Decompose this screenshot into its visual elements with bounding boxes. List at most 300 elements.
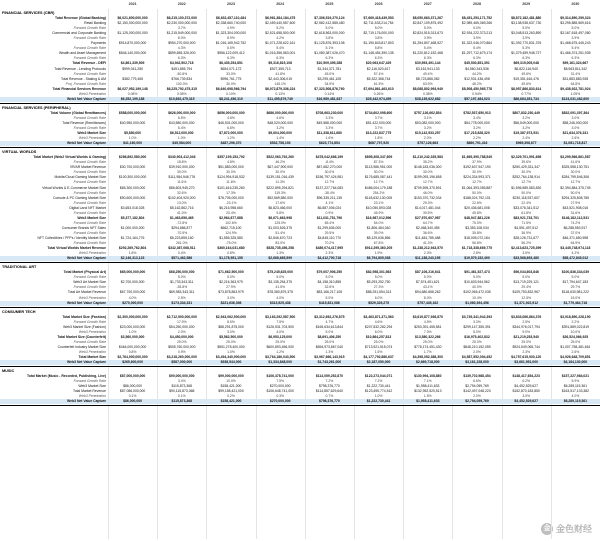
row-label: Total Revenue - Lending Protocols — [54, 66, 106, 71]
table-cell: $912,295,360,205 — [364, 246, 393, 251]
row-label: Proj. Forward Growth Rate — [65, 81, 106, 86]
table-cell: $415,831,086 — [319, 300, 340, 305]
table-cell: 3.2% — [522, 115, 531, 120]
table-cell: 29.4% — [521, 285, 531, 290]
table-cell: $4,587,552,094,452 — [461, 355, 493, 359]
table-cell: 27.9% — [226, 285, 236, 290]
table-cell: 6.3% — [177, 56, 186, 61]
row-label: Web3 Market Size — [78, 384, 106, 389]
table-cell: $253,391,455,581 — [414, 324, 442, 329]
row-label: Forward Growth Rate — [73, 285, 106, 290]
table-cell: 3.3% — [325, 115, 334, 120]
table-cell: $9,604,000,000 — [268, 131, 292, 136]
table-cell: 12.7% — [521, 180, 531, 185]
table-cell: $1,254,807,468,527 — [412, 41, 443, 46]
table-cell: $1,178,951,155 — [219, 256, 243, 261]
table-cell: $2,989,465,369,266 — [461, 21, 493, 26]
table-cell: $656,000,000,000 — [217, 110, 245, 115]
table-cell: $969,398,677 — [515, 141, 537, 146]
table-cell: $86,684,351,734 — [513, 96, 539, 101]
table-cell: $153,370,732,034 — [414, 195, 442, 200]
table-cell: 29.5% — [324, 230, 335, 235]
table-cell: 56.8% — [472, 241, 482, 246]
table-cell: 27.9% — [570, 200, 581, 205]
table-cell: 3.8% — [374, 36, 383, 41]
table-cell: $25,442,974,459 — [365, 96, 392, 101]
table-cell: 5.3% — [522, 46, 531, 51]
table-cell: 25.0% — [226, 339, 236, 344]
table-cell: $158,421,000 — [220, 384, 242, 389]
table-cell: $75,245,625,000 — [267, 270, 293, 275]
table-cell: $3,161,941,133 — [415, 66, 440, 71]
table-cell: $340,903,412,046 — [168, 155, 196, 160]
table-cell: $3,295,885,569,616 — [560, 21, 591, 26]
table-cell: $6,512,000,000 — [169, 131, 194, 136]
table-cell: $4,591,497,512 — [514, 225, 538, 230]
table-cell: $157,227,984,021 — [561, 374, 590, 379]
table-cell: $6,640,698,566,794 — [215, 86, 247, 91]
table-row — [0, 399, 600, 404]
table-cell: $2,711,533,214,754 — [363, 21, 394, 26]
table-cell: 0.77% — [521, 91, 531, 96]
table-cell: $99,000,000,000 — [218, 374, 244, 379]
table-cell: 0.26% — [373, 91, 384, 96]
table-cell: 39.0% — [373, 230, 384, 235]
table-cell: 17.6% — [275, 200, 285, 205]
table-cell: 0.3% — [276, 394, 285, 399]
table-cell: $188,024,792,101 — [463, 195, 491, 200]
table-cell: 8.0% — [423, 295, 432, 300]
table-cell: $270,000,000 — [122, 300, 143, 305]
row-label: Forward Growth Rate — [73, 210, 106, 215]
table-cell: $14,017,481,044 — [415, 205, 441, 210]
table-cell: $2,468,340,455 — [415, 225, 440, 230]
table-cell: 25.0% — [472, 339, 482, 344]
row-label: Total Volume (Global Remittances) — [50, 110, 106, 115]
table-cell: $49,588,000,000 — [316, 120, 343, 125]
table-cell: 1.0% — [374, 394, 383, 399]
table-cell: $106,648,741,000 — [266, 389, 294, 394]
table-cell: 51.4% — [275, 230, 285, 235]
table-cell: $7,574,451,621 — [415, 280, 440, 285]
table-cell: $522,063,792,260 — [266, 155, 294, 160]
table-cell: 3.3% — [325, 126, 334, 130]
table-cell: 6.5% — [177, 115, 186, 120]
table-cell: $130,994,108,880 — [414, 374, 442, 379]
table-cell: $1,733,343,311 — [170, 280, 194, 285]
table-cell: 3.0% — [571, 126, 580, 130]
table-cell: 0.8% — [227, 251, 235, 256]
table-cell: 6.3% — [374, 56, 383, 61]
table-cell: 10.4% — [472, 295, 482, 300]
table-cell: $626,000,000,000 — [168, 110, 196, 115]
table-cell: $846,140,000,000 — [118, 51, 147, 56]
table-cell: 1.0% — [128, 329, 137, 334]
table-cell: $654,071,172 — [220, 66, 242, 71]
table-cell: $686,000,000,000 — [266, 110, 294, 115]
table-cell: $18,005,072,184 — [464, 236, 490, 240]
table-cell: 45.9% — [373, 210, 384, 215]
table-cell: 4.0% — [276, 295, 285, 300]
table-cell: $4,926,648,709,851 — [560, 355, 591, 359]
section-heading: FINANCIAL SERVICES (PERIPHERAL) — [2, 105, 71, 110]
table-cell: $3,764,186,043,500 — [265, 355, 296, 359]
table-cell: $158,421,000 — [220, 399, 242, 404]
row-label: Retail Banking — [84, 21, 106, 26]
table-cell: 35.8% — [472, 230, 482, 235]
table-cell: $2,338,660,740,000 — [215, 21, 247, 26]
table-cell: $43,580,000,000 — [169, 120, 195, 125]
table-cell: $587,000,000 — [171, 360, 193, 365]
table-cell: 31.4% — [570, 71, 581, 76]
table-cell: 1.5% — [374, 349, 383, 354]
table-cell: $10,603,944,562 — [464, 280, 490, 285]
table-cell: 3.1% — [423, 115, 432, 120]
table-cell: $1,064,393,055,887 — [461, 185, 493, 190]
table-cell: 3.9% — [473, 36, 481, 41]
row-label: Consumer Brands NFT Sales — [61, 225, 106, 230]
table-cell: 6.4% — [177, 126, 186, 130]
table-cell: $1,148,454,390,135 — [363, 51, 394, 56]
table-cell: 30.0% — [324, 170, 335, 175]
table-cell: $20,436,681,008 — [464, 205, 490, 210]
table-cell: $6,223,855,160 — [169, 236, 194, 240]
section-divider — [0, 405, 600, 406]
row-label: Forward Growth Rate — [73, 230, 106, 235]
table-cell: $96,335,211,135 — [316, 195, 342, 200]
table-cell: $382,779,465 — [122, 76, 143, 81]
row-label: Web3 Penetration — [78, 349, 106, 354]
table-cell: $87,106,216,641 — [415, 270, 441, 275]
table-cell: $8,241,456,310 — [219, 96, 243, 101]
row-label: Total Revenue - DEFI — [72, 61, 106, 66]
table-cell: $57,197,484,023 — [464, 96, 490, 101]
table-cell: 7.2% — [325, 379, 334, 384]
table-cell: $294,686,877 — [171, 225, 193, 230]
table-cell: $3,653,018,028 — [120, 205, 145, 210]
table-cell: 34.9% — [324, 81, 335, 86]
table-cell: 57.4% — [373, 71, 384, 76]
table-cell: $78,705,000,000 — [218, 195, 244, 200]
row-label: Web3 Net Value Capture — [67, 399, 106, 404]
table-row — [0, 301, 600, 306]
table-cell: $16,989,481,637 — [316, 96, 343, 101]
table-cell: $1,806,484,040 — [366, 225, 391, 230]
table-cell: 124.9% — [225, 230, 237, 235]
table-cell: 0.08% — [176, 91, 187, 96]
table-cell: 2.8% — [473, 251, 481, 256]
table-cell: $807,832,230,449 — [512, 110, 540, 115]
table-cell: 5.0% — [522, 26, 531, 31]
table-cell: $3,967,666,143,915 — [314, 355, 345, 359]
table-cell: $4,757,615,930,120 — [511, 355, 542, 359]
table-cell: $1,060,394,456 — [465, 300, 489, 305]
table-cell: 7.5% — [276, 319, 285, 324]
table-cell: 46.0% — [422, 190, 433, 195]
table-cell: $1,222,730,441 — [366, 384, 391, 389]
table-cell: $292,269,762,804 — [118, 246, 147, 251]
table-cell: 3.2% — [276, 126, 285, 130]
table-cell: 5.0% — [374, 26, 383, 31]
table-cell: 65.4% — [324, 220, 335, 225]
table-cell: $111,984,546,776 — [168, 175, 196, 180]
watermark-logo-icon: 金 — [541, 523, 553, 535]
table-cell: $199,093,196,658 — [414, 175, 442, 180]
table-cell: $250,429,331,347 — [512, 165, 540, 170]
table-cell: 5.0% — [571, 275, 580, 280]
table-cell: $734,602,098,600 — [364, 110, 393, 115]
table-cell: $99,161,324,667 — [562, 61, 589, 66]
table-cell: 5.0% — [374, 275, 383, 280]
year-header-cell: 2023 — [226, 2, 235, 6]
table-cell: $114,059,252,870 — [315, 374, 343, 379]
table-cell: $6,021,600,000,000 — [117, 16, 148, 20]
row-label: Forward Growth Rate — [73, 170, 106, 175]
table-cell: -70.5% — [176, 230, 188, 235]
table-cell: $6,352,199,188 — [120, 96, 145, 101]
table-cell: $5,880,000 — [124, 131, 142, 136]
table-cell: 35.2% — [422, 160, 433, 165]
table-cell: 9.0% — [522, 329, 531, 334]
table-cell: $86,603,945,270 — [169, 185, 195, 190]
table-cell: 41.8% — [275, 71, 285, 76]
table-cell: -35.8% — [176, 285, 188, 290]
table-cell: 41.3% — [422, 241, 433, 246]
table-cell: 0.08% — [127, 91, 138, 96]
table-cell: 5.0% — [473, 26, 481, 31]
table-cell: $6,288,553,917 — [563, 225, 588, 230]
row-label: Web3 Penetration — [78, 394, 106, 399]
table-cell: $924,549,065,744 — [512, 344, 540, 349]
table-cell: $45,584,000 — [172, 141, 192, 146]
table-cell: 8.0% — [177, 36, 186, 41]
table-cell: 5.0% — [276, 275, 285, 280]
table-cell: 0.10% — [226, 91, 236, 96]
table-cell: 23.1% — [373, 200, 384, 205]
table-cell: 5.0% — [473, 275, 481, 280]
row-label: Wealth and Asset Management — [58, 51, 106, 56]
table-cell: $6,671,663,998 — [268, 215, 292, 220]
table-cell: $1,463,656,465 — [169, 215, 194, 220]
table-cell: $88,251,554,313 — [365, 290, 392, 295]
table-cell: $173,334,331 — [171, 300, 193, 305]
table-cell: $69,983,343,311 — [169, 290, 195, 295]
section-divider — [0, 103, 600, 104]
row-label: Total Market (Physical Art) — [63, 270, 106, 275]
year-header-cell: 2029 — [522, 2, 531, 6]
row-label: Forward Growth Rate — [73, 319, 106, 324]
table-cell: 1.7% — [423, 349, 432, 354]
table-cell: $529,325,275 — [368, 300, 389, 305]
table-cell: 5.4% — [473, 46, 481, 51]
row-label: Payments — [90, 41, 106, 46]
table-cell: $3,445,748,974,118 — [560, 246, 591, 251]
table-cell: $4,452,529,627 — [514, 384, 538, 389]
table-cell: $58,246,000,000 — [562, 120, 589, 125]
table-cell: 6.3% — [227, 56, 235, 61]
table-cell: $78,380,879,375 — [267, 290, 293, 295]
table-cell: $65,000,000,000 — [119, 270, 146, 275]
table-cell: 45.0% — [324, 71, 335, 76]
table-cell: $938,544,000 — [220, 360, 242, 365]
table-cell: $2,116,520,617 — [366, 66, 391, 71]
table-cell: 37.0% — [570, 230, 581, 235]
table-cell: $8,957,866,833,614 — [511, 86, 542, 91]
table-cell: 64.8% — [570, 81, 581, 86]
table-cell: 30.0% — [176, 170, 187, 175]
table-cell: 12.7% — [472, 180, 482, 185]
table-cell: 5.0% — [325, 329, 334, 334]
table-cell: $109,753,832,967 — [512, 290, 540, 295]
table-cell: $1,379,459,948,727 — [511, 51, 542, 56]
table-cell: $3,560,000,000 — [120, 334, 145, 339]
table-cell: $2,459,440,557,600 — [265, 21, 296, 26]
table-cell: $2,300,000,000,000 — [117, 314, 148, 319]
table-cell: $2,443,306,015 — [268, 76, 292, 81]
table-cell: $2,764,000,000,000 — [117, 355, 148, 359]
table-cell: $100,836,334,039 — [561, 270, 590, 275]
row-label: Total Market Revenue — [73, 389, 106, 394]
table-cell: 4.2% — [276, 36, 285, 41]
table-cell: $13,222,837,775 — [365, 131, 392, 136]
table-cell: $113,986,951,000 — [365, 165, 393, 170]
table-cell: $101,616,235,260 — [217, 185, 245, 190]
table-cell: $19,579,152,490 — [464, 256, 490, 261]
table-cell: 2.6% — [571, 349, 580, 354]
table-cell: 83.0% — [275, 241, 285, 246]
table-cell: $342,367,068,511 — [168, 246, 196, 251]
table-cell: 12.7% — [373, 180, 384, 185]
row-label: Digital Land NFT Market — [69, 205, 106, 210]
table-cell: $83,166,217,105 — [316, 290, 343, 295]
row-label: Total Virtual Worlds Market Revenue — [47, 246, 106, 251]
table-cell: $106,378,741,000 — [266, 374, 294, 379]
table-cell: $2,934,222,373,213 — [461, 31, 493, 36]
section-heading: CONSUMER TECH — [2, 309, 36, 314]
table-cell: 4.6% — [374, 319, 383, 324]
table-cell: $848,210,152,059 — [463, 344, 491, 349]
table-cell: $1,222,730,441 — [366, 399, 391, 404]
table-cell: 10.0% — [570, 329, 581, 334]
row-label: Virtual Worlds & E-Commerce Market Size — [42, 185, 106, 190]
row-label: Forward Growth Rate — [73, 126, 106, 130]
table-cell: 4.9% — [227, 26, 235, 31]
table-cell: 32.6% — [176, 190, 187, 195]
table-cell: $86,000,000 — [123, 384, 143, 389]
table-cell: 12.7% — [422, 180, 433, 185]
table-cell: 22.4% — [521, 200, 531, 205]
table-cell: 0.9% — [177, 349, 186, 354]
table-cell: $2,329,701,991,698 — [511, 155, 542, 160]
table-cell: $4,861,339,509 — [120, 61, 145, 66]
row-label: Forward Growth Rate — [73, 160, 106, 165]
table-cell: $2,230,000,000,000 — [166, 21, 197, 26]
table-cell: $1,468,675,445,243 — [560, 41, 591, 46]
table-cell: 6.0% — [374, 295, 383, 300]
table-cell: $6,823,466,000 — [268, 205, 292, 210]
table-cell: $146,182,112,531 — [561, 215, 589, 220]
table-cell: $956,122,009,412 — [217, 51, 245, 56]
table-cell: 2.2% — [571, 319, 580, 324]
table-cell: 0.14% — [324, 91, 335, 96]
table-cell: 4.0% — [128, 295, 137, 300]
table-cell: 5.4% — [276, 46, 285, 51]
table-cell: 12.7% — [324, 180, 335, 185]
table-cell: $299,147,355,391 — [463, 324, 491, 329]
table-cell: $40,950,000,000 — [119, 120, 146, 125]
row-label: Forward Growth Rate — [73, 190, 106, 195]
row-label: Web3 Penetration — [78, 251, 106, 256]
row-label: Total Revenue (Remittances) — [62, 120, 106, 125]
table-cell: $360,164,031,680 — [217, 246, 245, 251]
table-cell: 2.2% — [473, 136, 481, 141]
table-cell: $58,472,845,012 — [562, 256, 589, 261]
table-cell: $2,943,062,500,000 — [215, 314, 247, 319]
table-cell: 4.1% — [325, 200, 334, 205]
table-cell: $313,525,438 — [269, 300, 291, 305]
table-cell: $163,517,103,382 — [561, 389, 590, 394]
table-cell: $1,081,718,817 — [563, 141, 588, 146]
table-cell: $2,964,877,888 — [219, 215, 243, 220]
table-cell: $3,167,618,497,080 — [560, 31, 591, 36]
table-cell: $48,947,881,226 — [464, 215, 490, 220]
table-cell: 32.6% — [324, 285, 335, 290]
table-cell: $654,973,867,040 — [315, 344, 344, 349]
row-label: Web3 Penetration — [78, 91, 106, 96]
watermark — [541, 522, 592, 535]
table-cell: $46,371,650,598 — [562, 236, 589, 240]
table-cell: 2.3% — [325, 251, 334, 256]
table-cell: $528,735,456,258 — [266, 246, 294, 251]
table-cell: $87,000,000,000 — [119, 374, 146, 379]
table-cell: $17,215,828,320 — [464, 131, 490, 136]
table-cell: 5.2% — [276, 26, 285, 31]
table-cell: $2,521,658,500,000 — [265, 31, 296, 36]
table-cell: 3.0% — [571, 115, 580, 120]
table-cell: $1,371,922,912 — [514, 300, 538, 305]
table-cell: $3,833,066,864,376 — [511, 314, 542, 319]
table-cell: $4,942,502,718 — [169, 61, 194, 66]
table-cell: $10,864,257,813 — [365, 334, 392, 339]
table-cell: 3.5% — [522, 251, 531, 256]
table-cell: $486,004,179,188 — [364, 185, 393, 190]
table-cell: 5.4% — [423, 46, 432, 51]
table-cell: $662,715,100 — [220, 225, 242, 230]
table-cell: $19,387,973,531 — [513, 131, 539, 136]
year-header-cell: 2024 — [276, 2, 285, 6]
table-cell: $2,150,000,000,000 — [117, 21, 148, 26]
table-cell: $16,987,012,596 — [365, 215, 392, 220]
table-cell: $4,398,052,388,300 — [412, 355, 443, 359]
table-cell: 1.9% — [374, 251, 383, 256]
table-cell: 39.5% — [422, 210, 433, 215]
table-cell: 7.0% — [423, 329, 432, 334]
table-cell: $11,188,243,195 — [415, 256, 441, 261]
row-label: Total Market (Web2 Virtual Worlds & Gaming) — [33, 155, 106, 160]
table-cell: $30,593,491,144 — [415, 61, 441, 66]
section-divider — [0, 262, 600, 263]
table-cell: $87,682,270,000 — [316, 165, 343, 170]
table-cell: $19,351,616,476 — [513, 76, 539, 81]
table-cell: 30.0% — [422, 170, 433, 175]
table-cell: 145.1% — [274, 81, 286, 86]
table-cell: $224,334,993,371 — [463, 175, 491, 180]
table-cell: $2,216,363,979 — [219, 280, 243, 285]
table-cell: $4,845,110,770 — [317, 236, 342, 240]
table-cell: $6,215,100,372,000 — [166, 16, 197, 20]
table-cell: $914,870,000,000 — [118, 41, 147, 46]
row-label: Forward Growth Rate — [73, 241, 106, 246]
